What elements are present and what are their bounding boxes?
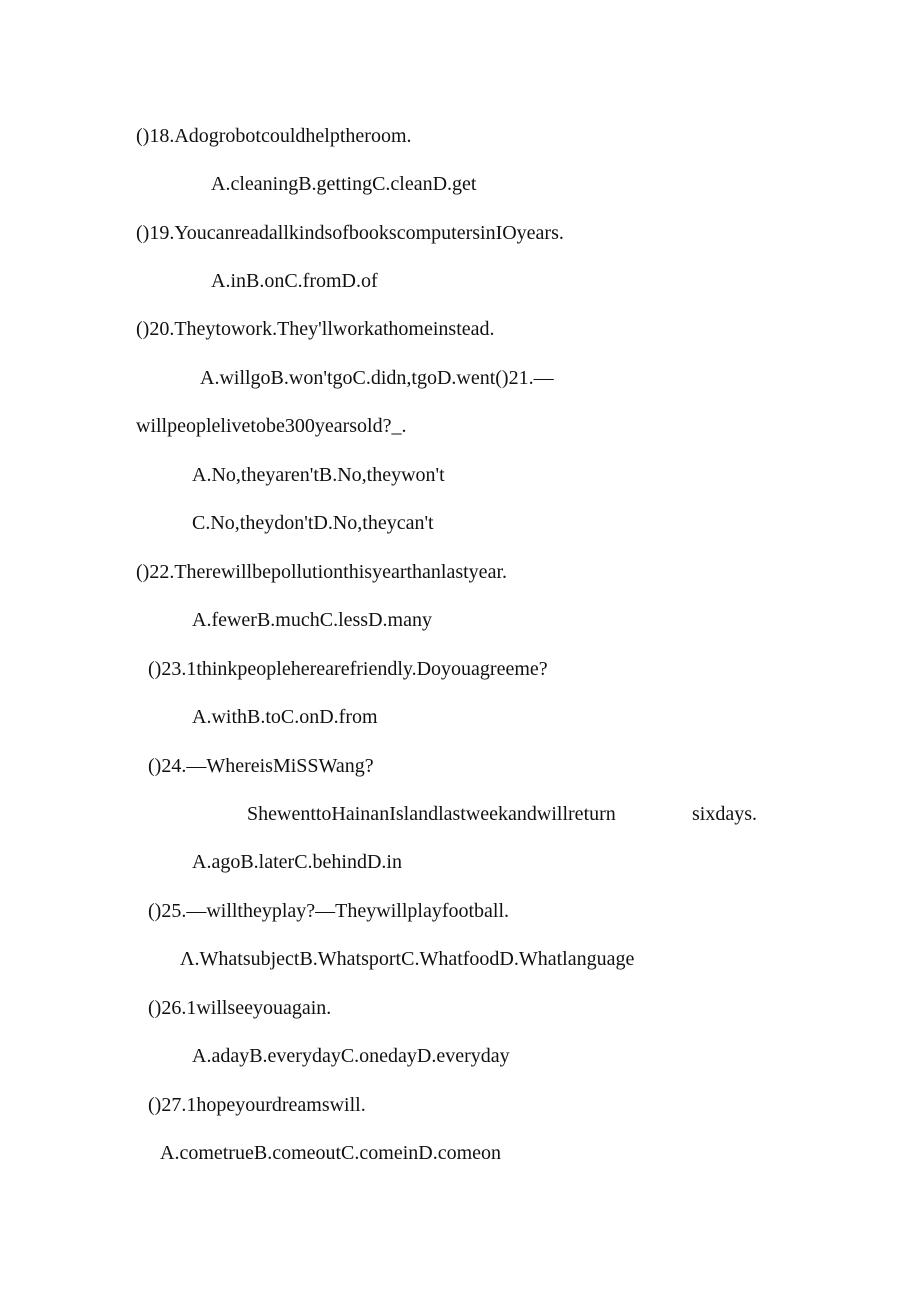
options-18: A.cleaningB.gettingC.cleanD.get (211, 173, 477, 195)
question-18: ()18.Adogrobotcouldhelptheroom. (136, 125, 412, 147)
question-19: ()19.YoucanreadallkindsofbookscomputersinIOyears. (136, 222, 564, 244)
options-21-cd: C.No,theydon'tD.No,theycan't (192, 512, 434, 534)
options-22: A.fewerB.muchC.lessD.many (192, 609, 432, 631)
question-27: ()27.1hopeyourdreamswill. (148, 1094, 366, 1116)
question-22: ()22.Therewillbepollutionthisyearthanlastyear. (136, 561, 507, 583)
question-21-text: willpeoplelivetobe300yearsold?_. (136, 415, 407, 437)
question-26: ()26.1willseeyouagain. (148, 997, 332, 1019)
options-19: A.inB.onC.fromD.of (211, 270, 378, 292)
options-21-ab: A.No,theyaren'tB.No,theywon't (192, 464, 445, 486)
question-25: ()25.—willtheyplay?—Theywillplayfootball. (148, 900, 510, 922)
question-24: ()24.—WhereisMiSSWang? (148, 755, 374, 777)
options-25: Λ.WhatsubjectB.WhatsportC.WhatfoodD.Whatlanguage (180, 948, 635, 970)
options-20: A.willgoB.won'tgoC.didn,tgoD.went()21.— (200, 367, 554, 389)
question-20: ()20.Theytowork.They'llworkathomeinstead. (136, 318, 495, 340)
question-24-tail: sixdays. (692, 803, 757, 825)
options-24: A.agoB.laterC.behindD.in (192, 851, 402, 873)
options-26: A.adayB.everydayC.onedayD.everyday (192, 1045, 510, 1067)
options-27: A.cometrueB.comeoutC.comeinD.comeon (160, 1142, 502, 1164)
question-23: ()23.1thinkpeopleherearefriendly.Doyouagreeme? (148, 658, 548, 680)
question-24-answer: ShewenttoHainanIslandlastweekandwillreturn (247, 803, 616, 825)
options-23: A.withB.toC.onD.from (192, 706, 378, 728)
